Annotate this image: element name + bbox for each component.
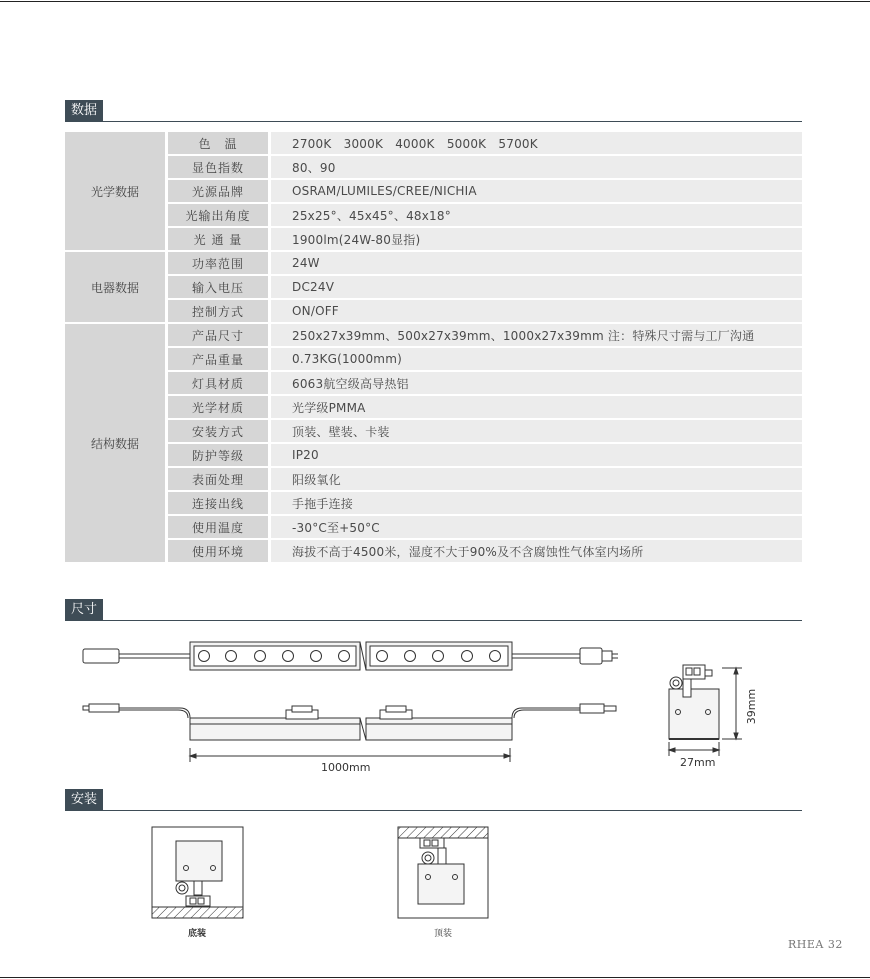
spec-row — [65, 420, 802, 444]
spec-value: 6063航空级高导热铝 — [271, 372, 802, 396]
spec-label: 输入电压 — [168, 276, 271, 300]
spec-row — [65, 516, 802, 540]
dimension-width: 27mm — [680, 756, 716, 769]
section-title-size: 尺寸 — [65, 599, 103, 621]
spec-value: DC24V — [271, 276, 802, 300]
spec-label: 产品尺寸 — [168, 324, 271, 348]
spec-label: 使用温度 — [168, 516, 271, 540]
section-header-size — [65, 599, 802, 621]
spec-value: 80、90 — [271, 156, 802, 180]
section-header-data — [65, 100, 802, 122]
spec-group-name: 电器数据 — [65, 252, 168, 324]
caption-bottom-mount: 底装 — [188, 929, 207, 939]
spec-row — [65, 276, 802, 300]
spec-row — [65, 468, 802, 492]
spec-label: 灯具材质 — [168, 372, 271, 396]
section-header-install — [65, 789, 802, 811]
section-rule — [65, 810, 802, 811]
spec-group-name: 结构数据 — [65, 324, 168, 564]
spec-label: 控制方式 — [168, 300, 271, 324]
spec-row — [65, 540, 802, 564]
spec-row — [65, 300, 802, 324]
spec-value: 1900lm(24W-80显指) — [271, 228, 802, 252]
spec-label: 防护等级 — [168, 444, 271, 468]
spec-row — [65, 132, 802, 156]
spec-value: IP20 — [271, 444, 802, 468]
spec-row — [65, 204, 802, 228]
top-border — [0, 1, 870, 2]
spec-row — [65, 396, 802, 420]
spec-row — [65, 324, 802, 348]
spec-row — [65, 372, 802, 396]
spec-label: 光源品牌 — [168, 180, 271, 204]
page-number: RHEA 32 — [788, 938, 843, 951]
spec-label: 连接出线 — [168, 492, 271, 516]
spec-row — [65, 444, 802, 468]
section-rule — [65, 121, 802, 122]
spec-value: 手拖手连接 — [271, 492, 802, 516]
caption-top-mount: 顶装 — [434, 929, 453, 939]
spec-value: 海拔不高于4500米，湿度不大于90%及不含腐蚀性气体室内场所 — [271, 540, 802, 564]
spec-value: -30°C至+50°C — [271, 516, 802, 540]
spec-value: 光学级PMMA — [271, 396, 802, 420]
dimension-length: 1000mm — [321, 761, 371, 774]
spec-label: 功率范围 — [168, 252, 271, 276]
spec-label: 显色指数 — [168, 156, 271, 180]
spec-label: 光输出角度 — [168, 204, 271, 228]
spec-value: ON/OFF — [271, 300, 802, 324]
section-title-install: 安装 — [65, 789, 103, 811]
section-rule — [65, 620, 802, 621]
spec-value: 0.73KG(1000mm) — [271, 348, 802, 372]
spec-row — [65, 156, 802, 180]
spec-row — [65, 228, 802, 252]
spec-label: 光 通 量 — [168, 228, 271, 252]
spec-value: OSRAM/LUMILES/CREE/NICHIA — [271, 180, 802, 204]
bottom-border — [0, 977, 870, 978]
spec-label: 表面处理 — [168, 468, 271, 492]
spec-value: 阳级氧化 — [271, 468, 802, 492]
spec-label: 安装方式 — [168, 420, 271, 444]
spec-row — [65, 348, 802, 372]
spec-value: 顶装、壁装、卡装 — [271, 420, 802, 444]
dimension-height: 39mm — [745, 688, 759, 725]
spec-label: 使用环境 — [168, 540, 271, 564]
spec-value: 250x27x39mm、500x27x39mm、1000x27x39mm 注：特殊尺寸需与工厂沟通 — [271, 324, 802, 348]
dimension-drawing — [0, 630, 870, 780]
spec-group-name: 光学数据 — [65, 132, 168, 252]
spec-label: 产品重量 — [168, 348, 271, 372]
spec-row — [65, 180, 802, 204]
section-title-data: 数据 — [65, 100, 103, 122]
spec-label: 光学材质 — [168, 396, 271, 420]
install-drawings — [0, 820, 870, 930]
spec-row — [65, 492, 802, 516]
spec-table — [65, 132, 802, 564]
spec-row — [65, 252, 802, 276]
spec-value: 25x25°、45x45°、48x18° — [271, 204, 802, 228]
spec-label: 色 温 — [168, 132, 271, 156]
spec-value: 24W — [271, 252, 802, 276]
spec-value: 2700K 3000K 4000K 5000K 5700K — [271, 132, 802, 156]
